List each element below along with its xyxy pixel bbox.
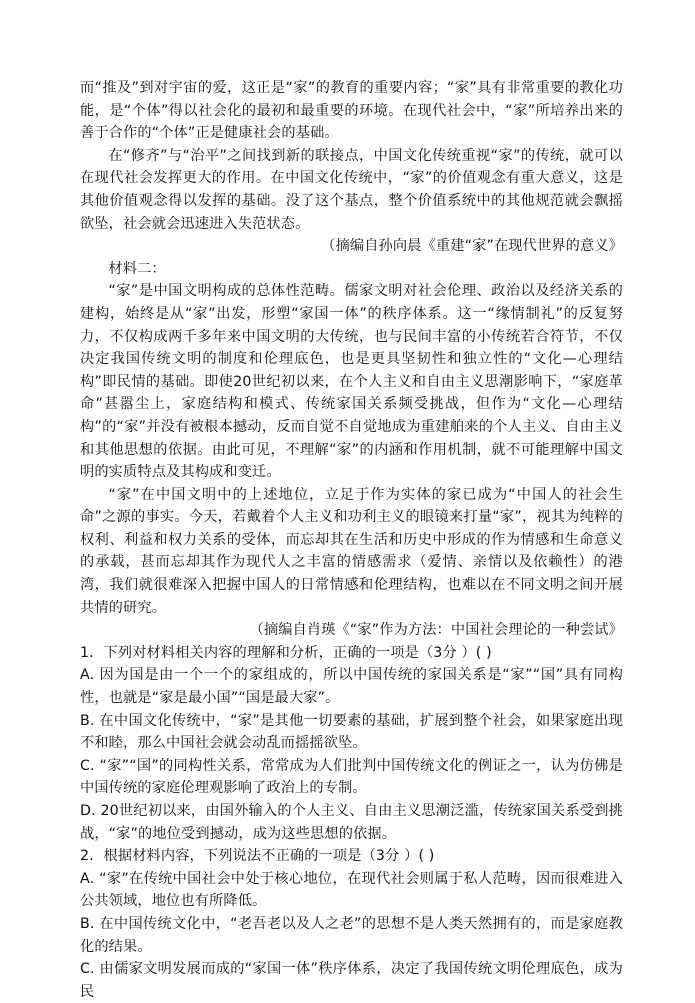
material-heading: 材料二： — [108, 260, 166, 277]
question-option: A. “家”在传统中国社会中处于核心地位，在现代社会则属于私人范畴，因而很难进入公共领域，地位也有所降低。 — [80, 870, 623, 910]
question-option: C. “家”“国”的同构性关系，常常成为人们批判中国传统文化的例证之一，认为仿佛是中国传统的家庭伦理观影响了政治上的专制。 — [80, 757, 623, 797]
question-option: C. 由儒家文明发展而成的“家国一体”秩序体系，决定了我国传统文明伦理底色，成为民 — [80, 961, 623, 1000]
question-option: B. 在中国文化传统中，“家”是其他一切要素的基础，扩展到整个社会，如果家庭出现不和睦，那么中国社会就会动乱而摇摇欲坠。 — [80, 712, 623, 752]
source-citation: （摘编自肖瑛《“家”作为方法：中国社会理论的一种尝试》 — [249, 622, 623, 639]
source-citation: （摘编自孙向晨《重建“家”在现代世界的意义》 — [321, 238, 623, 255]
passage-paragraph: 而“推及”到对宇宙的爱，这正是“家”的教育的重要内容；“家”具有非常重要的教化功能，是“个体”得以社会化的最初和最重要的环境。在现代社会中，“家”所培养出来的善于合作的“个体”正是健康社会的基础。 — [80, 80, 623, 142]
question-option: A. 因为国是由一个一个的家组成的，所以中国传统的家国关系是“家”“国”具有同构性，也就是“家是最小国”“国是最大家”。 — [80, 667, 623, 707]
question-stem: 2．根据材料内容，下列说法不正确的一项是（3分 ）( ) — [80, 848, 435, 865]
passage-paragraph: 在“修齐”与“治平”之间找到新的联接点，中国文化传统重视“家”的传统，就可以在现代社会发挥更大的作用。在中国文化传统中，“家”的价值观念有重大意义，这是其他价值观念得以发挥的基础。没了这个基点，整个价值系统中的其他规范就会飘摇欲坠，社会就会迅速进入失范状态。 — [80, 147, 623, 232]
passage-paragraph: “家”是中国文明构成的总体性范畴。儒家文明对社会伦理、政治以及经济关系的建构，始终是从“家”出发，形塑“家国一体”的秩序体系。这一“缘情制礼”的反复努力，不仅构成两千多年来中国文明的大传统，也与民间丰富的小传统若合符节，不仅决定我国传统文明的制度和伦理底色，也是更具坚韧性和独立性的“文化—心理结构”即民情的基础。即使20世纪初以来，在个人主义和自由主义思潮影响下，“家庭革命”甚嚣尘上，家庭结构和模式、传统家国关系频受挑战，但作为“文化—心理结构”的“家”并没有被根本撼动，反而自觉不自觉地成为重建舶来的个人主义、自由主义和其他思想的依据。由此可见，不理解“家”的内涵和作用机制，就不可能理解中国文明的实质特点及其构成和变迁。 — [80, 283, 623, 481]
passage-paragraph: “家”在中国文明中的上述地位，立足于作为实体的家已成为“中国人的社会生命”之源的事实。今天，若戴着个人主义和功利主义的眼镜来打量“家”，视其为纯粹的权利、利益和权力关系的受体，而忘却其在生活和历史中形成的作为情感和生命意义的承载，甚而忘却其作为现代人之丰富的情感需求（爱情、亲情以及依赖性）的港湾，我们就很难深入把握中国人的日常情感和伦理结构，也难以在不同文明之间开展共情的研究。 — [80, 486, 623, 616]
question-option: D. 20世纪初以来，由国外输入的个人主义、自由主义思潮泛滥，传统家国关系受到挑战，“家”的地位受到撼动，成为这些思想的依据。 — [80, 803, 623, 842]
question-stem: 1．下列对材料相关内容的理解和分析，正确的一项是（3分 ）( ) — [80, 644, 492, 661]
question-option: B. 在中国传统文化中，“老吾老以及人之老”的思想不是人类天然拥有的，而是家庭教化的结果。 — [80, 915, 623, 955]
